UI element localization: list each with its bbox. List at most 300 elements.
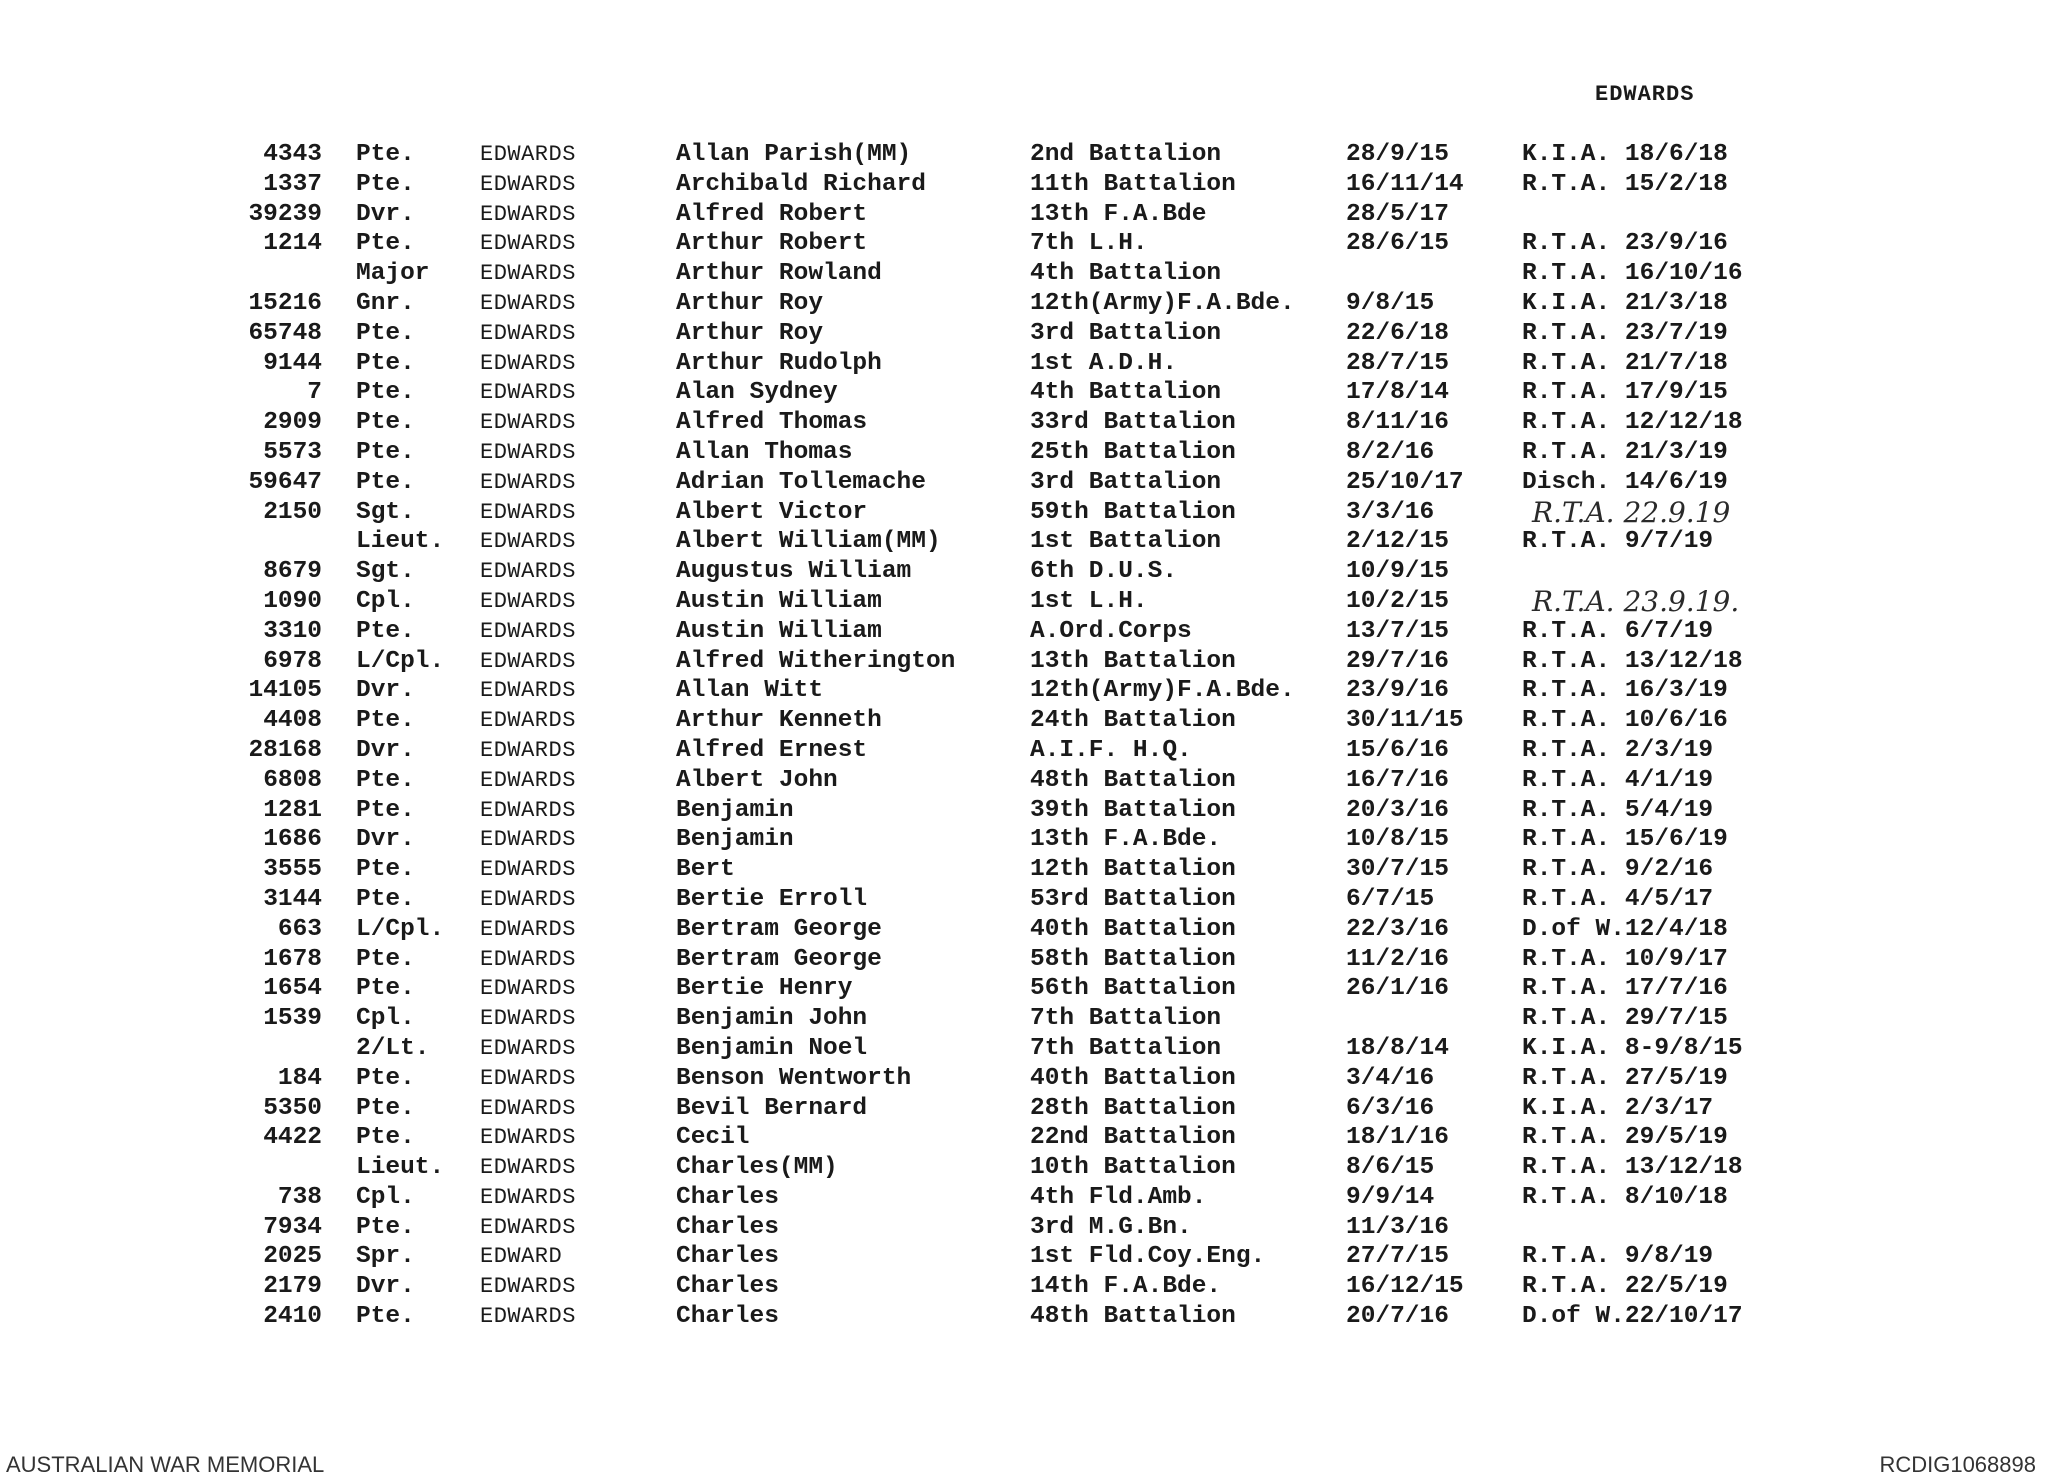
unit: 3rd Battalion: [1030, 468, 1222, 496]
rank: Pte.: [356, 617, 415, 645]
roll-row: [0, 945, 2048, 975]
unit: 14th F.A.Bde.: [1030, 1273, 1222, 1301]
service-number: 2909: [263, 409, 322, 437]
given-names: Bertie Erroll: [676, 885, 868, 913]
service-number: 5573: [263, 438, 322, 466]
rank: Dvr.: [356, 826, 415, 854]
enlistment-date: 16/12/15: [1346, 1273, 1464, 1301]
rank: Dvr.: [356, 736, 415, 764]
surname: EDWARDS: [480, 946, 576, 972]
given-names: Alfred Robert: [676, 200, 868, 228]
service-number: 8679: [263, 558, 322, 586]
unit: 12th(Army)F.A.Bde.: [1030, 289, 1295, 317]
surname: EDWARDS: [480, 618, 576, 644]
enlistment-date: 27/7/15: [1346, 1243, 1449, 1271]
roll-row: [0, 1094, 2048, 1124]
fate: R.T.A. 6/7/19: [1522, 617, 1714, 645]
surname: EDWARDS: [480, 1155, 576, 1181]
rank: Pte.: [356, 1094, 415, 1122]
footer-institution: AUSTRALIAN WAR MEMORIAL: [6, 1452, 325, 1477]
fate: R.T.A. 13/12/18: [1522, 647, 1743, 675]
service-number: 1214: [263, 230, 322, 258]
enlistment-date: 25/10/17: [1346, 468, 1464, 496]
service-number: 1678: [263, 945, 322, 973]
enlistment-date: 11/3/16: [1346, 1213, 1449, 1241]
given-names: Benjamin: [676, 796, 794, 824]
rank: Pte.: [356, 1124, 415, 1152]
enlistment-date: 9/9/14: [1346, 1183, 1435, 1211]
service-number: 4422: [263, 1124, 322, 1152]
surname: EDWARDS: [480, 499, 576, 525]
fate: R.T.A. 29/7/15: [1522, 1005, 1728, 1033]
rank: Pte.: [356, 945, 415, 973]
rank: Cpl.: [356, 587, 415, 615]
rank: Pte.: [356, 885, 415, 913]
fate: R.T.A. 4/5/17: [1522, 885, 1714, 913]
roll-row: [0, 200, 2048, 230]
service-number: 9144: [263, 349, 322, 377]
enlistment-date: 30/11/15: [1346, 707, 1464, 735]
fate: R.T.A. 4/1/19: [1522, 766, 1714, 794]
enlistment-date: 13/7/15: [1346, 617, 1449, 645]
enlistment-date: 20/7/16: [1346, 1303, 1449, 1331]
enlistment-date: 2/12/15: [1346, 528, 1449, 556]
given-names: Cecil: [676, 1124, 750, 1152]
service-number: 1281: [263, 796, 322, 824]
enlistment-date: 3/4/16: [1346, 1064, 1435, 1092]
surname: EDWARDS: [480, 1214, 576, 1240]
fate: R.T.A. 17/9/15: [1522, 379, 1728, 407]
unit: 7th L.H.: [1030, 230, 1148, 258]
footer-record-id: RCDIG1068898: [1879, 1452, 2036, 1477]
rank: Pte.: [356, 349, 415, 377]
rank: Pte.: [356, 438, 415, 466]
fate: R.T.A. 21/7/18: [1522, 349, 1728, 377]
rank: Pte.: [356, 856, 415, 884]
surname: EDWARDS: [480, 827, 576, 853]
fate: R.T.A. 10/6/16: [1522, 707, 1728, 735]
fate: K.I.A. 8-9/8/15: [1522, 1034, 1743, 1062]
surname: EDWARDS: [480, 916, 576, 942]
given-names: Allan Parish(MM): [676, 141, 912, 168]
enlistment-date: 15/6/16: [1346, 736, 1449, 764]
surname: EDWARDS: [480, 320, 576, 346]
rank: Lieut.: [356, 528, 445, 556]
unit: 56th Battalion: [1030, 975, 1236, 1003]
given-names: Austin William: [676, 617, 882, 645]
service-number: 663: [277, 915, 322, 943]
service-number: 15216: [248, 289, 322, 317]
unit: 33rd Battalion: [1030, 409, 1236, 437]
roll-row: [0, 796, 2048, 826]
unit: 11th Battalion: [1030, 170, 1236, 198]
rank: Sgt.: [356, 558, 415, 586]
rank: Pte.: [356, 1213, 415, 1241]
enlistment-date: 11/2/16: [1346, 945, 1449, 973]
service-number: 4343: [263, 141, 322, 168]
fate: R.T.A. 16/10/16: [1522, 260, 1743, 288]
enlistment-date: 26/1/16: [1346, 975, 1449, 1003]
surname: EDWARDS: [480, 529, 576, 555]
enlistment-date: 10/8/15: [1346, 826, 1449, 854]
rank: 2/Lt.: [356, 1034, 430, 1062]
rank: Sgt.: [356, 498, 415, 526]
enlistment-date: 6/3/16: [1346, 1094, 1435, 1122]
rank: Spr.: [356, 1243, 415, 1271]
given-names: Albert John: [676, 766, 838, 794]
service-number: 39239: [248, 200, 322, 228]
roll-row: [0, 1272, 2048, 1302]
rank: Pte.: [356, 975, 415, 1003]
roll-row: [0, 584, 2048, 618]
roll-row: [0, 349, 2048, 379]
surname: EDWARDS: [480, 439, 576, 465]
given-names: Bevil Bernard: [676, 1094, 868, 1122]
fate: R.T.A. 29/5/19: [1522, 1124, 1728, 1152]
rank: Dvr.: [356, 1273, 415, 1301]
fate: R.T.A. 9/7/19: [1522, 528, 1714, 556]
fate: R.T.A. 5/4/19: [1522, 796, 1714, 824]
unit: 3rd M.G.Bn.: [1030, 1213, 1192, 1241]
service-number: 738: [277, 1183, 322, 1211]
enlistment-date: 18/8/14: [1346, 1034, 1449, 1062]
given-names: Charles: [676, 1303, 779, 1331]
given-names: Alfred Ernest: [676, 736, 868, 764]
rank: Pte.: [356, 796, 415, 824]
fate: R.T.A. 9/8/19: [1522, 1243, 1714, 1271]
surname: EDWARDS: [480, 350, 576, 376]
surname: EDWARDS: [480, 857, 576, 883]
surname: EDWARD: [480, 1244, 563, 1270]
unit: 1st L.H.: [1030, 587, 1148, 615]
given-names: Austin William: [676, 587, 882, 615]
roll-row: [0, 1242, 2048, 1272]
rank: Pte.: [356, 230, 415, 258]
unit: 48th Battalion: [1030, 1303, 1236, 1331]
service-number: 1686: [263, 826, 322, 854]
given-names: Benjamin: [676, 826, 794, 854]
service-number: 1539: [263, 1005, 322, 1033]
enlistment-date: 10/2/15: [1346, 587, 1449, 615]
roll-row: [0, 825, 2048, 855]
rank: Dvr.: [356, 200, 415, 228]
roll-row: [0, 1123, 2048, 1153]
unit: 12th Battalion: [1030, 856, 1236, 884]
roll-row: [0, 766, 2048, 796]
surname: EDWARDS: [480, 290, 576, 316]
service-number: 4408: [263, 707, 322, 735]
unit: 4th Fld.Amb.: [1030, 1183, 1207, 1211]
roll-row: [0, 527, 2048, 557]
surname: EDWARDS: [480, 231, 576, 257]
service-number: 2150: [263, 498, 322, 526]
rank: Pte.: [356, 409, 415, 437]
surname: EDWARDS: [480, 1304, 576, 1330]
enlistment-date: 28/7/15: [1346, 349, 1449, 377]
service-number: 3310: [263, 617, 322, 645]
fate: K.I.A. 18/6/18: [1522, 141, 1728, 168]
roll-row: [0, 1034, 2048, 1064]
given-names: Bertie Henry: [676, 975, 853, 1003]
unit: 13th F.A.Bde.: [1030, 826, 1222, 854]
enlistment-date: 8/2/16: [1346, 438, 1435, 466]
roll-row: [0, 855, 2048, 885]
service-number: 6978: [263, 647, 322, 675]
fate: R.T.A. 27/5/19: [1522, 1064, 1728, 1092]
fate: Disch. 14/6/19: [1522, 468, 1728, 496]
unit: 10th Battalion: [1030, 1154, 1236, 1182]
given-names: Allan Thomas: [676, 438, 853, 466]
unit: 4th Battalion: [1030, 379, 1222, 407]
enlistment-date: 28/9/15: [1346, 141, 1449, 168]
roll-row: [0, 170, 2048, 200]
surname: EDWARDS: [480, 171, 576, 197]
surname: EDWARDS: [480, 737, 576, 763]
unit: 40th Battalion: [1030, 1064, 1236, 1092]
surname: EDWARDS: [480, 648, 576, 674]
surname: EDWARDS: [480, 708, 576, 734]
roll-row: [0, 1004, 2048, 1034]
page-surname-heading: EDWARDS: [1595, 82, 1695, 107]
given-names: Charles: [676, 1213, 779, 1241]
rank: Dvr.: [356, 677, 415, 705]
fate: R.T.A. 17/7/16: [1522, 975, 1728, 1003]
surname: EDWARDS: [480, 201, 576, 227]
fate: R.T.A. 13/12/18: [1522, 1154, 1743, 1182]
enlistment-date: 9/8/15: [1346, 289, 1435, 317]
roll-row: [0, 1064, 2048, 1094]
surname: EDWARDS: [480, 1035, 576, 1061]
given-names: Arthur Rowland: [676, 260, 882, 288]
given-names: Arthur Kenneth: [676, 707, 882, 735]
enlistment-date: 28/6/15: [1346, 230, 1449, 258]
roll-row: [0, 229, 2048, 259]
fate: R.T.A. 15/6/19: [1522, 826, 1728, 854]
surname: EDWARDS: [480, 410, 576, 436]
roll-row: [0, 408, 2048, 438]
handwritten-note: R.T.A. 23.9.19.: [1532, 584, 1740, 618]
roll-row: [0, 378, 2048, 408]
given-names: Charles: [676, 1243, 779, 1271]
surname: EDWARDS: [480, 797, 576, 823]
roll-row: [0, 557, 2048, 587]
service-number: 1090: [263, 587, 322, 615]
surname: EDWARDS: [480, 1184, 576, 1210]
given-names: Bert: [676, 856, 735, 884]
rank: Gnr.: [356, 289, 415, 317]
service-number: 65748: [248, 319, 322, 347]
roll-row: [0, 736, 2048, 766]
unit: 25th Battalion: [1030, 438, 1236, 466]
fate: R.T.A. 9/2/16: [1522, 856, 1714, 884]
roll-row: [0, 289, 2048, 319]
given-names: Archibald Richard: [676, 170, 926, 198]
service-number: 2179: [263, 1273, 322, 1301]
service-number: 2025: [263, 1243, 322, 1271]
enlistment-date: 6/7/15: [1346, 885, 1435, 913]
service-number: 3555: [263, 856, 322, 884]
rank: L/Cpl.: [356, 647, 445, 675]
rank: Pte.: [356, 766, 415, 794]
unit: 58th Battalion: [1030, 945, 1236, 973]
surname: EDWARDS: [480, 1006, 576, 1032]
given-names: Arthur Roy: [676, 319, 824, 347]
given-names: Bertram George: [676, 945, 882, 973]
fate: R.T.A. 16/3/19: [1522, 677, 1728, 705]
roll-row: [0, 915, 2048, 945]
roll-row: [0, 319, 2048, 349]
roll-row: [0, 438, 2048, 468]
surname: EDWARDS: [480, 1095, 576, 1121]
surname: EDWARDS: [480, 469, 576, 495]
fate: R.T.A. 8/10/18: [1522, 1183, 1728, 1211]
given-names: Albert William(MM): [676, 528, 941, 556]
enlistment-date: 10/9/15: [1346, 558, 1449, 586]
surname: EDWARDS: [480, 1065, 576, 1091]
surname: EDWARDS: [480, 1125, 576, 1151]
given-names: Arthur Rudolph: [676, 349, 882, 377]
rank: Pte.: [356, 379, 415, 407]
unit: 24th Battalion: [1030, 707, 1236, 735]
given-names: Augustus William: [676, 558, 912, 586]
rank: L/Cpl.: [356, 915, 445, 943]
roll-row: [0, 259, 2048, 289]
fate: D.of W.12/4/18: [1522, 915, 1728, 943]
given-names: Alan Sydney: [676, 379, 838, 407]
fate: R.T.A. 22/5/19: [1522, 1273, 1728, 1301]
enlistment-date: 18/1/16: [1346, 1124, 1449, 1152]
unit: 1st Fld.Coy.Eng.: [1030, 1243, 1266, 1271]
fate: K.I.A. 21/3/18: [1522, 289, 1728, 317]
given-names: Arthur Robert: [676, 230, 868, 258]
given-names: Charles: [676, 1273, 779, 1301]
handwritten-note: R.T.A. 22.9.19: [1532, 495, 1731, 529]
unit: 7th Battalion: [1030, 1034, 1222, 1062]
unit: 12th(Army)F.A.Bde.: [1030, 677, 1295, 705]
service-number: 59647: [248, 468, 322, 496]
unit: 53rd Battalion: [1030, 885, 1236, 913]
surname: EDWARDS: [480, 142, 576, 167]
enlistment-date: 17/8/14: [1346, 379, 1449, 407]
enlistment-date: 8/6/15: [1346, 1154, 1435, 1182]
service-number: 2410: [263, 1303, 322, 1331]
fate: R.T.A. 2/3/19: [1522, 736, 1714, 764]
rank: Lieut.: [356, 1154, 445, 1182]
surname: EDWARDS: [480, 261, 576, 287]
rank: Pte.: [356, 707, 415, 735]
rank: Pte.: [356, 319, 415, 347]
given-names: Benson Wentworth: [676, 1064, 912, 1092]
rank: Pte.: [356, 468, 415, 496]
rank: Cpl.: [356, 1183, 415, 1211]
unit: 6th D.U.S.: [1030, 558, 1178, 586]
service-number: 184: [277, 1064, 322, 1092]
unit: 1st Battalion: [1030, 528, 1222, 556]
service-number: 1337: [263, 170, 322, 198]
unit: 3rd Battalion: [1030, 319, 1222, 347]
service-number: 1654: [263, 975, 322, 1003]
surname: EDWARDS: [480, 559, 576, 585]
given-names: Albert Victor: [676, 498, 868, 526]
surname: EDWARDS: [480, 886, 576, 912]
roll-row: [0, 647, 2048, 677]
roll-row: [0, 676, 2048, 706]
enlistment-date: 8/11/16: [1346, 409, 1449, 437]
enlistment-date: 29/7/16: [1346, 647, 1449, 675]
rank: Pte.: [356, 1064, 415, 1092]
surname: EDWARDS: [480, 1274, 576, 1300]
given-names: Arthur Roy: [676, 289, 824, 317]
fate: R.T.A. 23/7/19: [1522, 319, 1728, 347]
given-names: Adrian Tollemache: [676, 468, 926, 496]
enlistment-date: 16/7/16: [1346, 766, 1449, 794]
unit: 22nd Battalion: [1030, 1124, 1236, 1152]
surname: EDWARDS: [480, 678, 576, 704]
given-names: Benjamin John: [676, 1005, 868, 1033]
unit: 28th Battalion: [1030, 1094, 1236, 1122]
surname: EDWARDS: [480, 588, 576, 614]
given-names: Bertram George: [676, 915, 882, 943]
roll-row: [0, 617, 2048, 647]
unit: 13th Battalion: [1030, 647, 1236, 675]
given-names: Alfred Witherington: [676, 647, 956, 675]
unit: 40th Battalion: [1030, 915, 1236, 943]
fate: R.T.A. 23/9/16: [1522, 230, 1728, 258]
enlistment-date: 20/3/16: [1346, 796, 1449, 824]
roll-row: [0, 885, 2048, 915]
rank: Cpl.: [356, 1005, 415, 1033]
roll-row: [0, 140, 2048, 170]
roll-row: [0, 1183, 2048, 1213]
enlistment-date: 28/5/17: [1346, 200, 1449, 228]
unit: 59th Battalion: [1030, 498, 1236, 526]
unit: 4th Battalion: [1030, 260, 1222, 288]
unit: 1st A.D.H.: [1030, 349, 1178, 377]
roll-row: [0, 1213, 2048, 1243]
service-number: 5350: [263, 1094, 322, 1122]
given-names: Charles: [676, 1183, 779, 1211]
unit: A.Ord.Corps: [1030, 617, 1192, 645]
fate: R.T.A. 21/3/19: [1522, 438, 1728, 466]
enlistment-date: 3/3/16: [1346, 498, 1435, 526]
unit: 13th F.A.Bde: [1030, 200, 1207, 228]
unit: A.I.F. H.Q.: [1030, 736, 1192, 764]
nominal-roll-list: [0, 140, 2048, 1332]
enlistment-date: 22/6/18: [1346, 319, 1449, 347]
rank: Major: [356, 260, 430, 288]
unit: 48th Battalion: [1030, 766, 1236, 794]
surname: EDWARDS: [480, 380, 576, 406]
given-names: Alfred Thomas: [676, 409, 868, 437]
roll-row: [0, 468, 2048, 498]
unit: 2nd Battalion: [1030, 141, 1222, 168]
given-names: Charles(MM): [676, 1154, 838, 1182]
roll-row: [0, 974, 2048, 1004]
rank: Pte.: [356, 1303, 415, 1331]
service-number: 3144: [263, 885, 322, 913]
fate: R.T.A. 10/9/17: [1522, 945, 1728, 973]
given-names: Allan Witt: [676, 677, 824, 705]
enlistment-date: 22/3/16: [1346, 915, 1449, 943]
service-number: 7934: [263, 1213, 322, 1241]
unit: 7th Battalion: [1030, 1005, 1222, 1033]
service-number: 7: [307, 379, 322, 407]
service-number: 14105: [248, 677, 322, 705]
fate: D.of W.22/10/17: [1522, 1303, 1743, 1331]
rank: Pte.: [356, 141, 415, 168]
roll-row: [0, 495, 2048, 529]
roll-row: [0, 1153, 2048, 1183]
